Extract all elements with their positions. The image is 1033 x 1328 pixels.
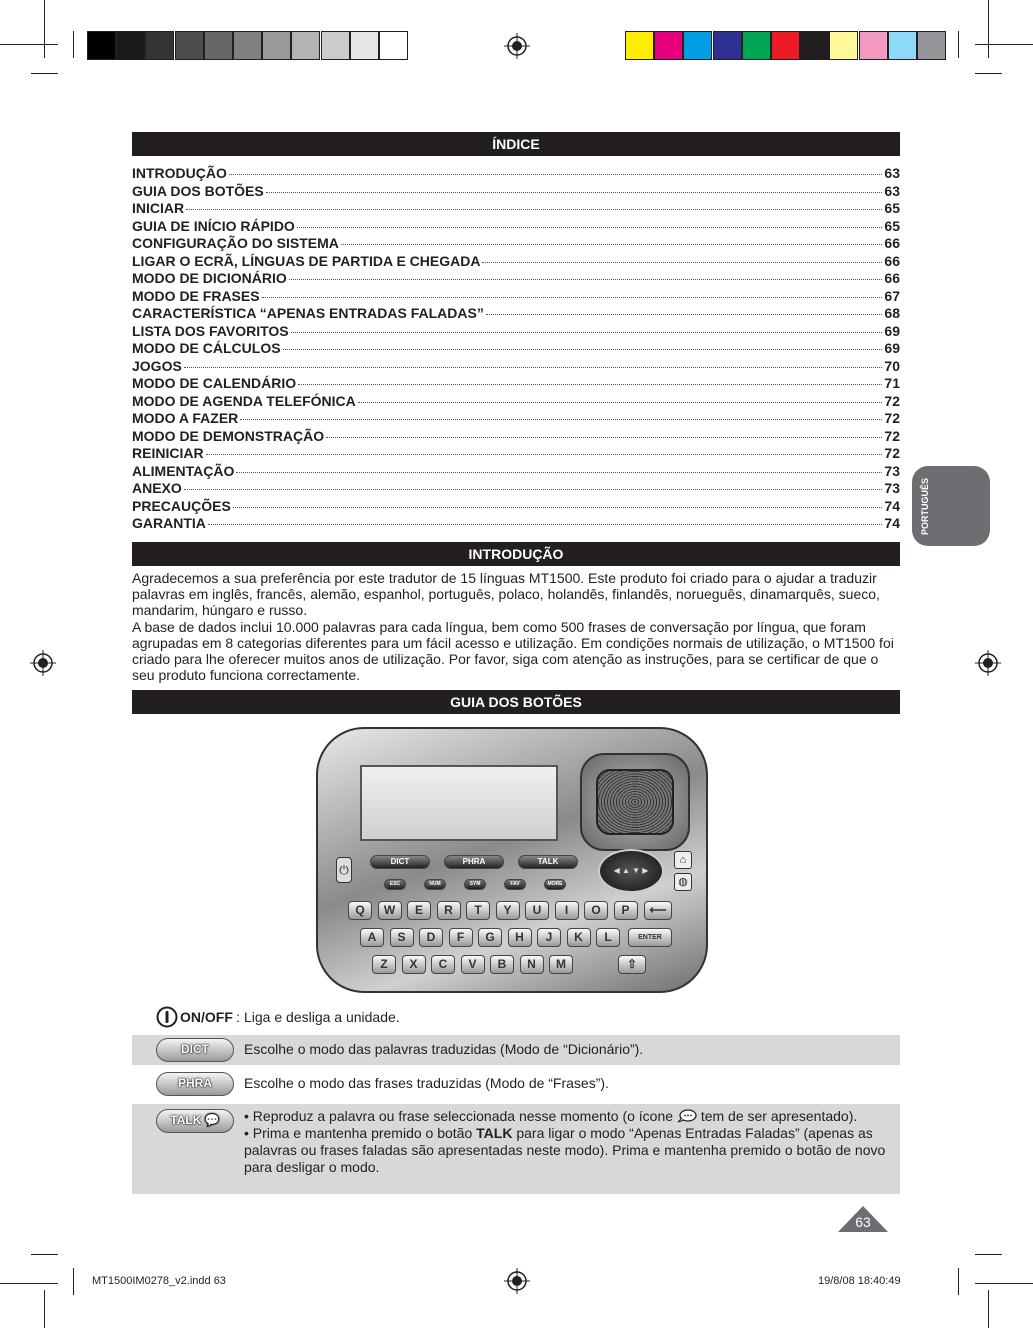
color-swatch [654,31,683,60]
toc-entry-page: 69 [884,340,900,356]
language-tab-label: PORTUGUÊS [920,477,930,535]
toc-entry-title: CONFIGURAÇÃO DO SISTEMA [132,235,339,251]
registration-mark-icon [975,650,1001,676]
device-sym-button[interactable]: SYM [464,879,486,890]
talk-line-2a: • Prima e mantenha premido o botão [244,1125,473,1141]
toc-entry-page: 73 [884,462,900,479]
device-key[interactable]: A [360,928,384,947]
crop-mark [73,1268,74,1295]
talk-row [132,1104,900,1194]
home-icon[interactable]: ⌂ [674,851,692,869]
toc-entry [132,463,900,481]
phra-row [132,1068,900,1100]
crop-mark [73,31,74,58]
device-key[interactable]: Y [496,901,520,920]
device-dict-button[interactable]: DICT [370,855,430,869]
onoff-label: ON/OFF [180,1009,233,1025]
crop-mark [44,0,45,58]
toc-leader [297,227,883,228]
color-swatch [917,31,946,60]
color-swatch [829,31,858,60]
toc-entry-page: 70 [884,357,900,374]
intro-paragraph-2: A base de dados inclui 10.000 palavras para cada língua, bem como 500 frases de conversação por língua, que foram agrupadas em 8 categorias diferentes para um fácil acesso e utilização. Em condições normais de utilização, o MT1500 foi criado para lhe oferecer muitos anos de utilização. Por favor, siga com atenção as instruções, para se certificar de que o seu produto funciona correctamente. [132,618,894,684]
device-key[interactable]: Z [372,955,396,974]
toc-entry-title: INICIAR [132,200,185,216]
toc-leader [184,367,883,368]
toc-entry-page: 65 [884,200,900,216]
toc-entry [132,165,900,183]
gray-swatch [204,31,233,60]
toc-entry [132,183,900,201]
device-key[interactable]: Q [348,901,372,920]
toc-entry [132,253,900,271]
toc-entry [132,480,900,498]
device-phra-button[interactable]: PHRA [444,855,504,869]
shift-icon[interactable]: ⇧ [618,955,646,974]
onoff-sep: : [236,1009,240,1025]
gray-swatch [291,31,320,60]
crop-mark [958,1268,959,1295]
device-key[interactable]: R [437,901,461,920]
toc-leader [266,192,883,193]
crop-mark [31,73,58,74]
toc-entry-page: 72 [884,427,900,444]
registration-mark-icon [30,650,56,676]
device-key[interactable]: M [549,955,573,974]
toc-entry-page: 74 [884,497,900,514]
device-key[interactable]: I [555,901,579,920]
gray-swatch [321,31,350,60]
toc-leader [358,402,883,403]
device-key[interactable]: D [419,928,443,947]
color-swatch [771,31,800,60]
toc-leader [289,279,883,280]
toc-entry [132,218,900,236]
navigation-pad[interactable]: ◀ ▲ ▼ ▶ [598,849,664,893]
device-key[interactable]: E [407,901,431,920]
toc-leader [229,174,883,175]
device-key[interactable]: U [525,901,549,920]
device-enter-key[interactable]: ENTER [628,928,672,947]
toc-entry [132,428,900,446]
toc-entry [132,235,900,253]
speech-bubble-icon [677,1109,697,1123]
toc-entry-page: 65 [884,217,900,234]
device-key[interactable]: H [508,928,532,947]
power-icon [156,1006,178,1028]
toc-entry-page: 71 [884,375,900,391]
device-key[interactable]: N [520,955,544,974]
device-more-button[interactable]: MORE [544,879,566,890]
gray-swatch [116,31,145,60]
talk-line-2 [244,1125,894,1176]
phra-description: Escolhe o modo das frases traduzidas (Modo de “Frases”). [244,1075,609,1091]
gray-swatch [262,31,291,60]
device-illustration [316,727,708,993]
device-key[interactable]: F [449,928,473,947]
toc-entry [132,410,900,428]
registration-mark-icon [504,1268,530,1294]
device-key[interactable]: V [461,955,485,974]
footer-date: 19/8/08 18:40:49 [818,1275,901,1287]
toc-leader [283,349,883,350]
toc-entry-page: 66 [884,252,900,269]
toc-entry-title: LISTA DOS FAVORITOS [132,322,289,339]
toc-leader [240,419,882,420]
toc-entry [132,270,900,288]
toc-entry-title: MODO A FAZER [132,410,239,426]
toc-entry [132,200,900,218]
toc-entry [132,498,900,516]
toc-entry-page: 63 [884,165,900,181]
intro-paragraph-1: Agradecemos a sua preferência por este tradutor de 15 línguas MT1500. Este produto foi criado para o ajudar a traduzir palavras em inglês, francês, alemão, espanhol, português, polaco, holandês, finlandês, norueguês, dinamarquês, sueco, mandarim, húngaro e russo. [132,570,880,619]
color-swatch [742,31,771,60]
crop-mark [31,1254,58,1255]
crop-mark [975,1283,1033,1284]
talk-button [156,1109,234,1133]
toc-entry-page: 66 [884,270,900,286]
toc-leader [482,262,882,263]
toc-entry-title: MODO DE DEMONSTRAÇÃO [132,427,325,444]
device-key[interactable]: J [537,928,561,947]
speaker-grille [580,753,690,851]
crop-mark [975,73,1002,74]
crop-mark [44,1290,45,1328]
color-swatch [888,31,917,60]
toc-entry [132,445,900,463]
guide-heading: GUIA DOS BOTÕES [132,690,900,714]
gray-swatch [233,31,262,60]
toc-entry-title: INTRODUÇÃO [132,165,227,181]
toc-entry-title: ANEXO [132,480,182,496]
device-fav-button[interactable]: FAV [504,879,526,890]
toc-leader [184,489,883,490]
intro-text [132,570,900,683]
toc-entry [132,323,900,341]
toc-leader [486,314,883,315]
registration-mark-icon [504,33,530,59]
device-key[interactable]: W [378,901,402,920]
crop-mark [975,44,1033,45]
talk-line-1a: • Reproduz a palavra ou frase seleccionada nesse momento (o ícone [244,1108,674,1124]
color-swatch [713,31,742,60]
device-num-button[interactable]: NUM [424,879,446,890]
device-key[interactable]: C [431,955,455,974]
onoff-row [132,1004,900,1032]
talk-button-label: TALK [170,1113,202,1127]
crop-mark [958,31,959,58]
backspace-icon[interactable]: ⟵ [644,901,672,920]
device-key[interactable]: L [596,928,620,947]
dict-row [132,1035,900,1065]
crop-mark [0,1283,58,1284]
color-swatch [859,31,888,60]
speech-bubble-icon: 💬 [204,1113,220,1127]
toc-entry-page: 67 [884,287,900,304]
toc-leader [186,209,882,210]
toc-leader [208,524,883,525]
gray-swatch [145,31,174,60]
color-swatch [625,31,654,60]
toc-entry [132,358,900,376]
power-button[interactable]: ⏻ [336,857,352,883]
toc-entry-title: CARACTERÍSTICA “APENAS ENTRADAS FALADAS” [132,305,484,321]
crop-mark [975,1254,1002,1255]
device-screen [360,765,558,841]
phra-button: PHRA [156,1072,234,1096]
table-of-contents [132,165,900,533]
toc-entry-title: MODO DE AGENDA TELEFÓNICA [132,392,356,409]
toc-entry-page: 63 [884,182,900,199]
gray-swatch [87,31,116,60]
toc-entry [132,393,900,411]
toc-entry-title: MODO DE CALENDÁRIO [132,375,297,391]
toc-leader [291,332,883,333]
crop-mark [988,0,989,58]
toc-entry-title: JOGOS [132,357,182,374]
crop-mark [988,1290,989,1328]
toc-entry-title: GUIA DOS BOTÕES [132,182,264,199]
color-swatch [800,31,829,60]
toc-entry-title: GARANTIA [132,515,206,531]
toc-entry-title: GUIA DE INÍCIO RÁPIDO [132,217,295,234]
talk-line-2b: para ligar o modo “Apenas Entradas Faladas” (apenas as palavras ou frases faladas são apresentadas neste modo). Prima e mantenha premido o botão de novo para desligar o modo. [244,1125,886,1175]
dict-description: Escolhe o modo das palavras traduzidas (Modo de “Dicionário”). [244,1041,644,1057]
toc-entry [132,288,900,306]
dict-button: DICT [156,1038,234,1062]
device-key[interactable]: P [614,901,638,920]
toc-entry [132,305,900,323]
page-number: 63 [855,1214,871,1230]
toc-leader [326,437,882,438]
toc-leader [236,472,882,473]
device-key[interactable]: O [584,901,608,920]
device-talk-button[interactable]: TALK [518,855,578,869]
toc-entry-title: MODO DE DICIONÁRIO [132,270,287,286]
talk-line-2-bold: TALK [476,1125,513,1141]
gray-swatch [350,31,379,60]
intro-heading: INTRODUÇÃO [132,542,900,566]
toc-entry-title: ALIMENTAÇÃO [132,462,235,479]
toc-entry-page: 72 [884,410,900,426]
toc-entry-page: 66 [884,235,900,251]
toc-entry-page: 72 [884,445,900,461]
toc-entry-page: 68 [884,305,900,321]
device-key[interactable]: T [466,901,490,920]
toc-entry-page: 69 [884,322,900,339]
device-key[interactable]: X [402,955,426,974]
talk-line-1 [244,1108,894,1125]
color-swatch [683,31,712,60]
toc-entry-title: LIGAR O ECRÃ, LÍNGUAS DE PARTIDA E CHEGADA [132,252,481,269]
toc-leader [262,297,883,298]
device-esc-button[interactable]: ESC [384,879,406,890]
onoff-description: Liga e desliga a unidade. [244,1009,400,1025]
toc-entry-page: 72 [884,392,900,409]
toc-entry-title: PRECAUÇÕES [132,497,231,514]
globe-icon[interactable]: ◍ [674,873,692,891]
device-key[interactable]: B [490,955,514,974]
crop-mark [0,44,58,45]
device-key[interactable]: S [390,928,414,947]
toc-entry-title: MODO DE FRASES [132,287,260,304]
toc-entry [132,340,900,358]
gray-swatch [379,31,408,60]
talk-description [244,1108,894,1176]
gray-swatch [175,31,204,60]
index-heading: ÍNDICE [132,132,900,156]
toc-entry [132,375,900,393]
talk-line-1b: tem de ser apresentado). [700,1108,858,1124]
toc-entry-title: REINICIAR [132,445,204,461]
toc-leader [298,384,882,385]
toc-leader [341,244,883,245]
toc-leader [206,454,883,455]
toc-entry-title: MODO DE CÁLCULOS [132,340,281,356]
toc-entry [132,515,900,533]
footer-file: MT1500IM0278_v2.indd 63 [92,1275,226,1287]
device-key[interactable]: K [567,928,591,947]
device-key[interactable]: G [478,928,502,947]
toc-entry-page: 73 [884,480,900,496]
toc-leader [233,507,883,508]
toc-entry-page: 74 [884,515,900,531]
